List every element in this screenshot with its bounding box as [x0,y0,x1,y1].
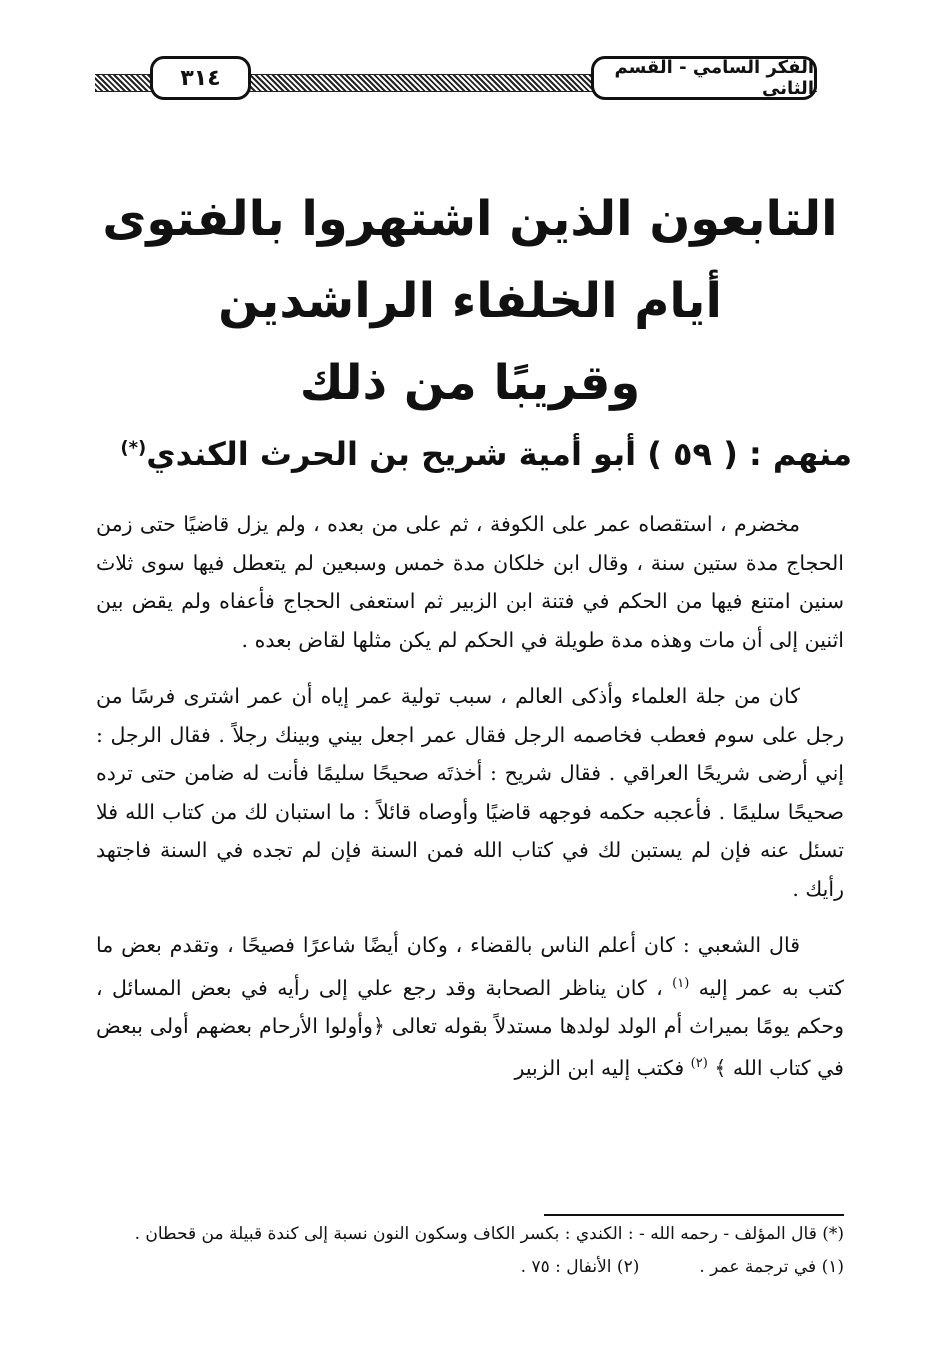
footnote-star: (*) قال المؤلف - رحمه الله - : الكندي : بكسر الكاف وسكون النون نسبة إلى كندة قبيلة من قحطان . [134,1224,844,1244]
title-line-3: وقريبًا من ذلك [299,355,641,411]
title-line-1: التابعون الذين اشتهروا بالفتوى [102,191,838,247]
paragraph-3-part-c: فكتب إليه ابن الزبير [514,1056,685,1081]
footnote-divider [544,1214,844,1216]
running-header [95,52,817,100]
paragraph-2: كان من جلة العلماء وأذكى العالم ، سبب تولية عمر إياه أن عمر اشترى فرسًا من رجل على سوم فعطب فخاصمه الرجل فقال عمر اجعل بيني وبينك رجلاً . فقال الرجل : إني أرضى شريحًا العراقي . فقال شريح : أخذتَه صحيحًا سليمًا فأنت له ضامن حتى ترده صحيحًا سليمًا . فأعجبه حكمه فوجهه قاضيًا وأوصاه قائلاً : ما استبان لك من كتاب الله فلا تسئل عنه فإن لم يستبن لك في كتاب الله فمن السنة فإن لم تجده في السنة فاجتهد رأيك . [96,684,844,901]
footnote-ref-2: (٢) [690,1056,708,1072]
footnote-ref-1: (١) [672,975,690,991]
paragraph-3-part-b: ، كان يناظر الصحابة وقد رجع علي إلى رأيه في بعض المسائل ، وحكم يومًا بميراث أم الولد لولدها مستدلاً بقوله تعالى ﴿وأولوا الأرحام بعضهم أولى ببعض في كتاب الله ﴾ [96,975,844,1081]
footnotes [96,1218,844,1284]
paragraph-3-part-a: قال الشعبي : كان أعلم الناس بالقضاء ، وكان أيضًا شاعرًا فصيحًا ، وتقدم بعض ما كتب به عمر إليه [96,933,844,1000]
footnote-2: (٢) الأنفال : ٧٥ . [520,1257,640,1277]
paragraph-3 [96,926,844,1088]
footnote-row [96,1251,844,1284]
footnote-1: (١) في ترجمة عمر . [699,1257,844,1277]
title-line-2: أيام الخلفاء الراشدين [218,273,722,329]
section-heading [92,435,852,473]
section-heading-text: منهم : ( ٥٩ ) أبو أمية شريح بن الحرث الكندي [146,435,852,473]
chapter-title [80,178,860,424]
page-number: ٣١٤ [150,56,251,100]
heading-footnote-mark: (*) [120,437,147,459]
paragraph-1: مخضرم ، استقصاه عمر على الكوفة ، ثم على من بعده ، ولم يزل قاضيًا حتى زمن الحجاج مدة ستين سنة ، وقال ابن خلكان مدة خمس وسبعين لم يتعطل فيها سوى ثلاث سنين امتنع فيها من الحكم في فتنة ابن الزبير ثم استعفى الحجاج فأعفاه ولم يقض بين اثنين إلى أن مات وهذه مدة طويلة في الحكم لم يكن مثلها لقاض بعده . [96,512,844,652]
body-text [96,505,844,1106]
running-title: الفكر السامي - القسم الثاني [591,56,817,100]
